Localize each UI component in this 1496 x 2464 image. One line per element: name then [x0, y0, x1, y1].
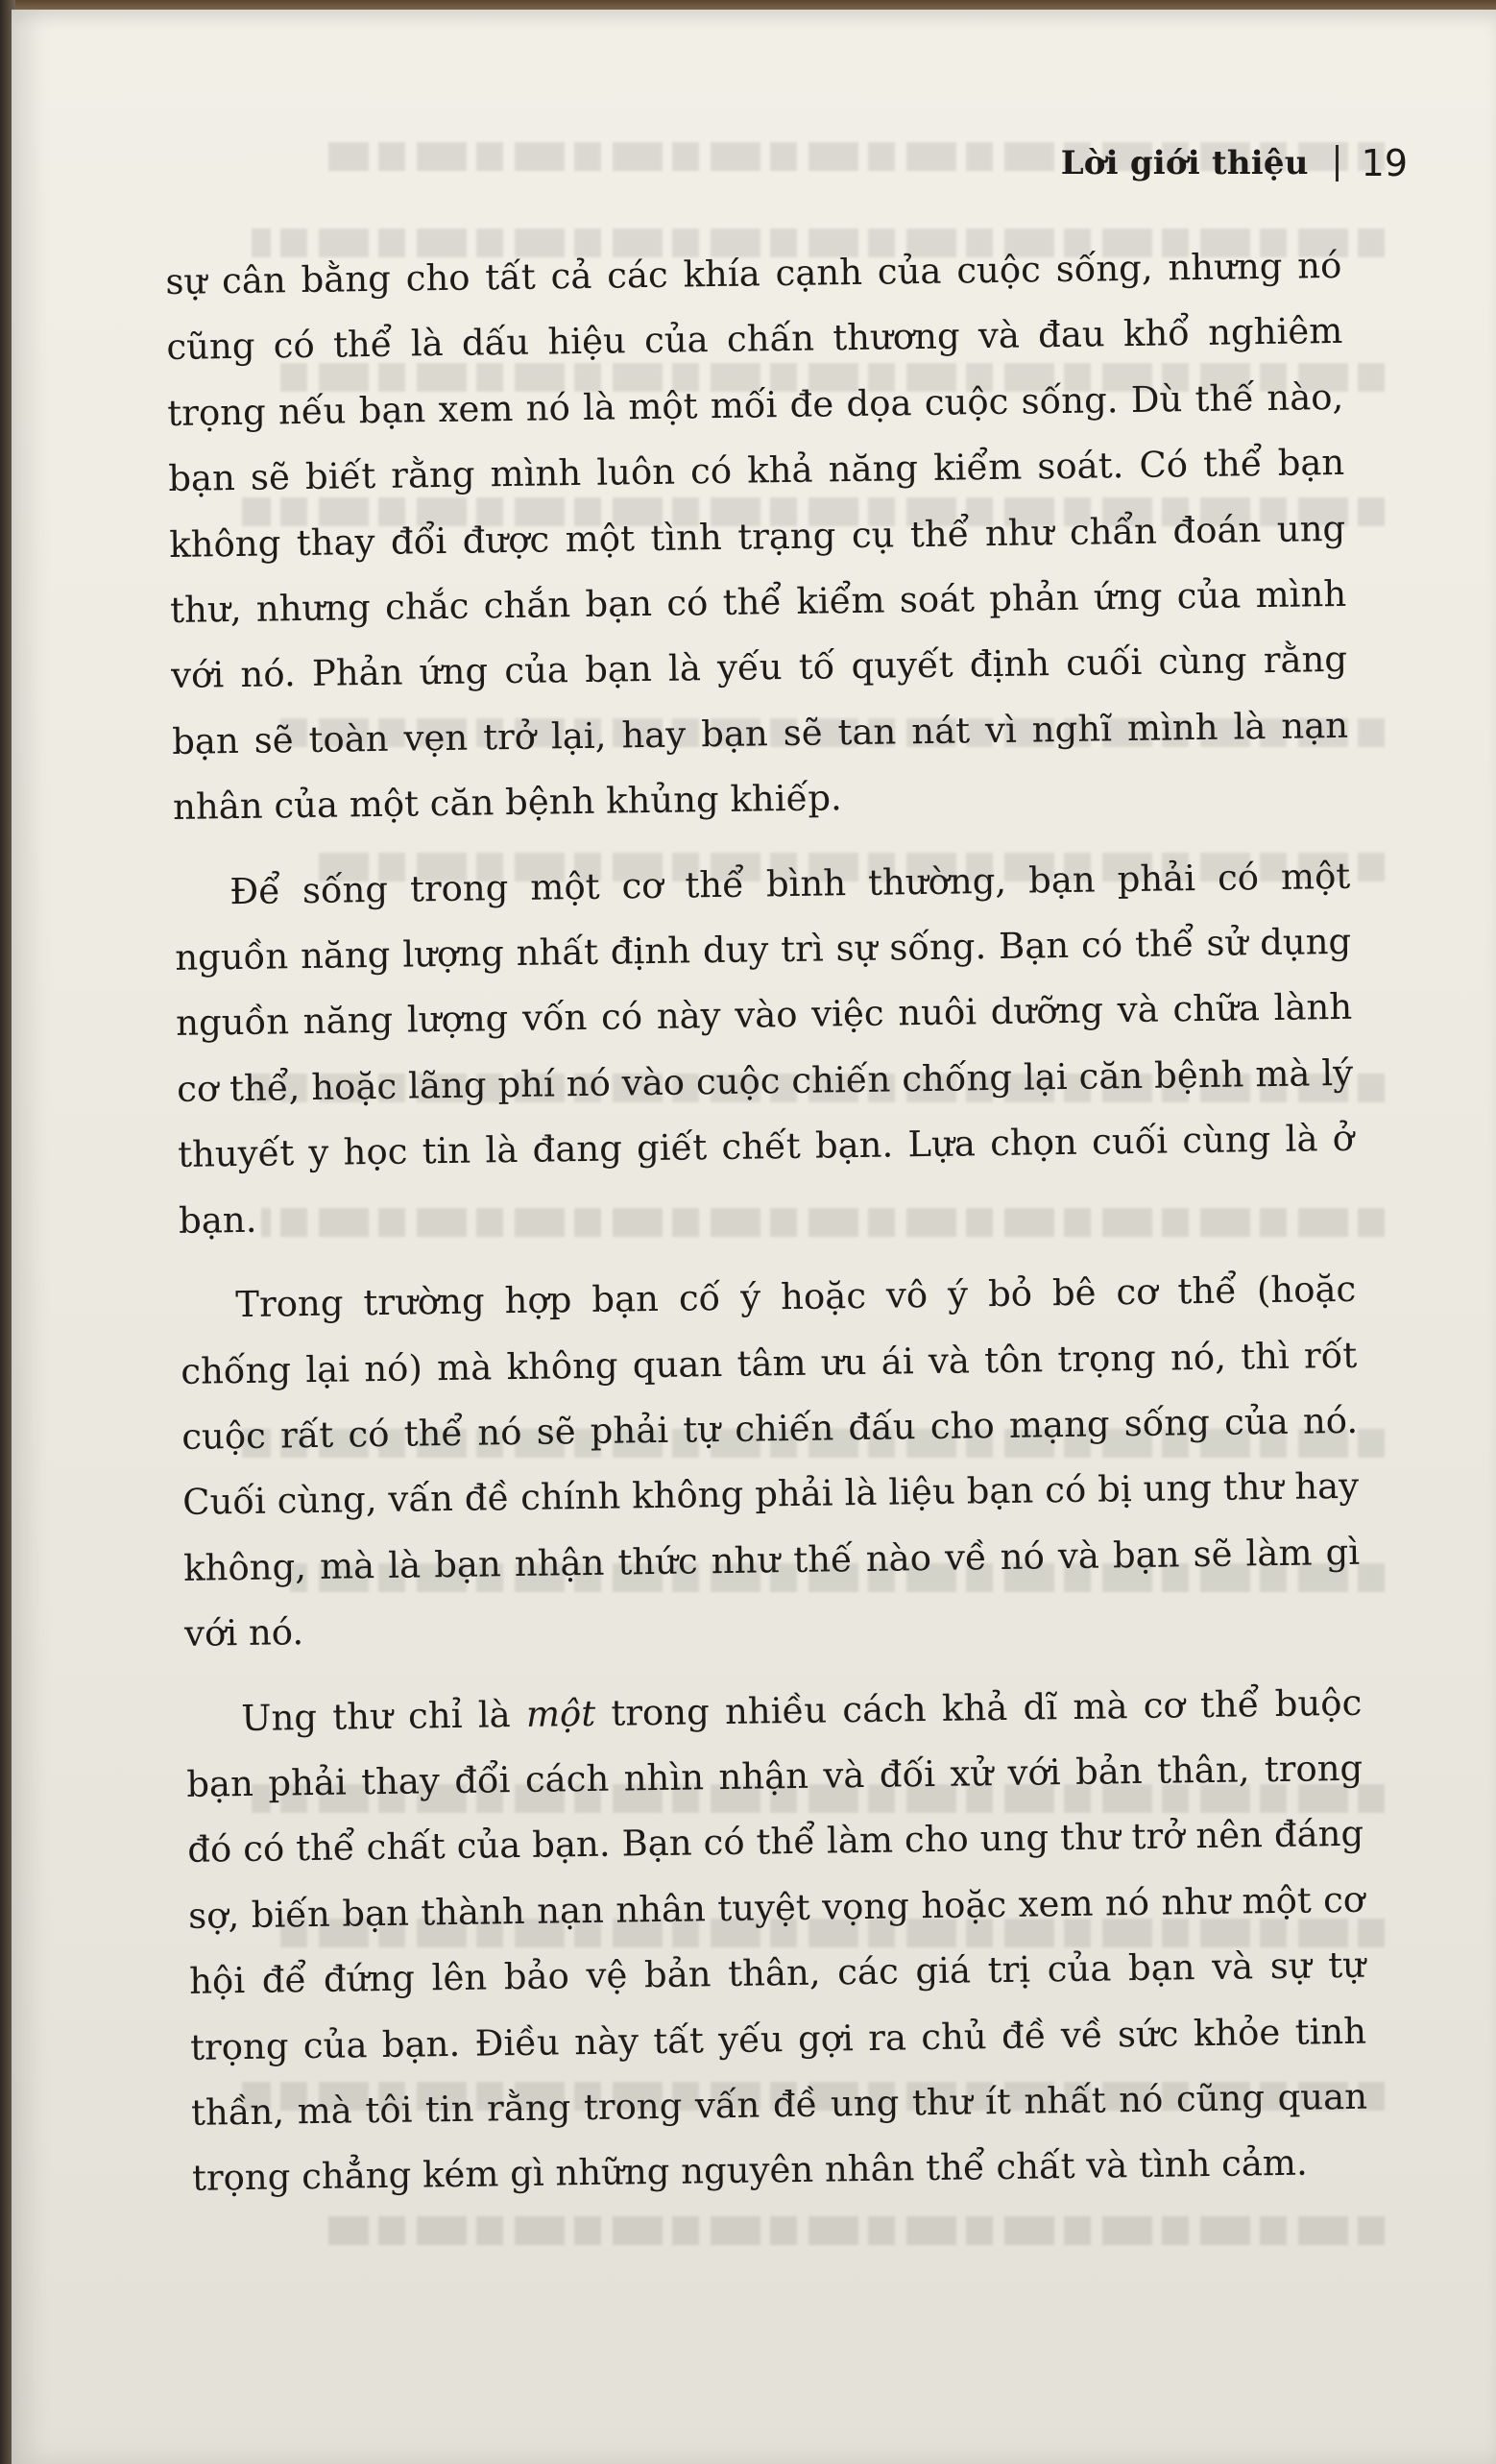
emphasized-word: một [525, 1692, 596, 1735]
paragraph-4-start: Ung thư chỉ là [241, 1693, 527, 1739]
paragraph-1: sự cân bằng cho tất cả các khía cạnh của cuộc sống, nhưng nó cũng có thể là dấu hiệu của chấn thương và đau khổ nghiêm trọng nếu bạn xem nó là một mối đe dọa cuộc sống. Dù thế nào, bạn sẽ biết rằng mình luôn có khả năng kiểm soát. Có thể bạn không thay đổi được một tình trạng cụ thể như chẩn đoán ung thư, nhưng chắc chắn bạn có thể kiểm soát phản ứng của mình với nó. Phản ứng của bạn là yếu tố quyết định cuối cùng rằng bạn sẽ toàn vẹn trở lại, hay bạn sẽ tan nát vì nghĩ mình là nạn nhân của một căn bệnh khủng khiếp. [165, 244, 1349, 829]
body-text [165, 233, 1369, 2232]
paragraph-2: Để sống trong một cơ thể bình thường, bạn phải có một nguồn năng lượng nhất định duy trì sự sống. Bạn có thể sử dụng nguồn năng lượng vốn có này vào việc nuôi dưỡng và chữa lành cơ thể, hoặc lãng phí nó vào cuộc chiến chống lại căn bệnh mà lý thuyết y học tin là đang giết chết bạn. Lựa chọn cuối cùng là ở bạn. [174, 855, 1355, 1242]
paragraph-4-rest: trong nhiều cách khả dĩ mà cơ thể buộc bạn phải thay đổi cách nhìn nhận và đối xử với bản thân, trong đó có thể chất của bạn. Bạn có thể làm cho ung thư trở nên đáng sợ, biến bạn thành nạn nhân tuyệt vọng hoặc xem nó như một cơ hội để đứng lên bảo vệ bản thân, các giá trị của bạn và sự tự trọng của bạn. Điều này tất yếu gợi ra chủ đề về sức khỏe tinh thần, mà tôi tin rằng trong vấn đề ung thư ít nhất nó cũng quan trọng chẳng kém gì những nguyên nhân thể chất và tình cảm. [186, 1681, 1368, 2200]
paragraph-3: Trong trường hợp bạn cố ý hoặc vô ý bỏ bê cơ thể (hoặc chống lại nó) mà không quan tâm ưu ái và tôn trọng nó, thì rốt cuộc rất có thể nó sẽ phải tự chiến đấu cho mạng sống của nó. Cuối cùng, vấn đề chính không phải là liệu bạn có bị ung thư hay không, mà là bạn nhận thức như thế nào về nó và bạn sẽ làm gì với nó. [181, 1268, 1361, 1655]
book-page [12, 10, 1496, 2464]
chapter-title: Lời giới thiệu [1060, 144, 1309, 182]
page-number: 19 [1361, 142, 1408, 184]
header-divider [1336, 145, 1339, 181]
paragraph-4 [185, 1670, 1369, 2211]
running-header [1061, 142, 1408, 184]
